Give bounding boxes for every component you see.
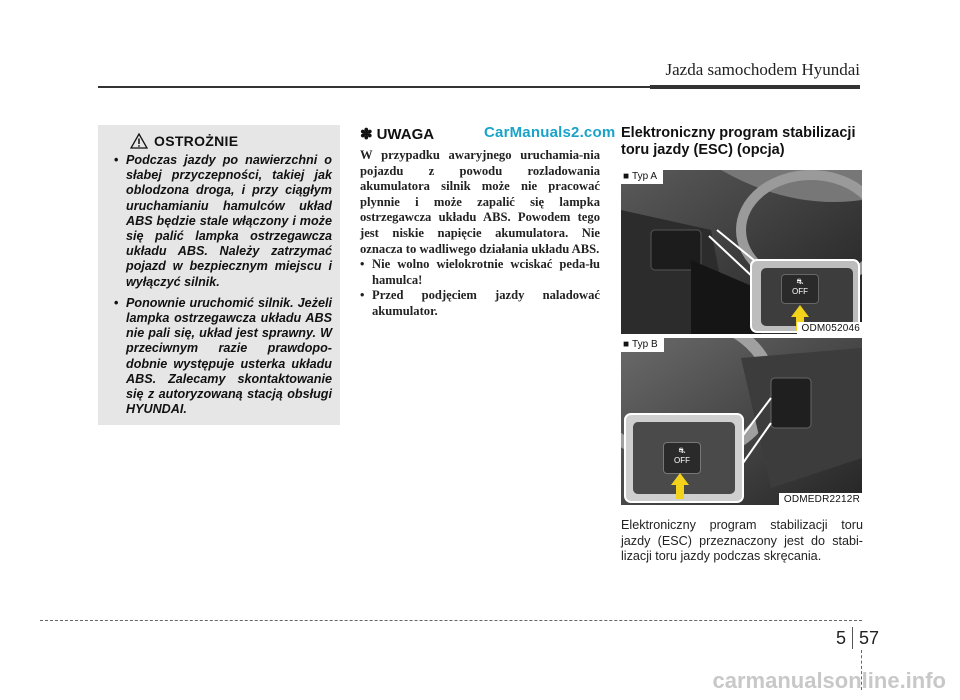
watermark-link[interactable]: CarManuals2.com [484, 124, 616, 141]
car-skid-icon: ⛐ [678, 446, 686, 455]
figure-a-label [621, 170, 663, 184]
caution-bullet: • Podczas jazdy po nawierzchni o słabej przyczepności, takiej jak oblodzona droga, i przy ciągłym uruchamianiu hamulców układ ABS będzie stale włączony i może się palić lampka ostrzegawcza układu ABS. Należy zatrzymać pojazd w bezpiecznym miejscu i wyłączyć silnik. [114, 153, 332, 290]
esc-off-button [781, 274, 819, 304]
figure-a-type: Typ A [632, 171, 658, 182]
caution-bullet: • Ponownie uruchomić silnik. Jeżeli lampka ostrzegawcza układu ABS nie pali się, układ jest sprawny. W przeciwnym razie prawdopo-dobnie występuje usterka układu ABS. Zalecamy skontaktowanie się z autoryzowaną stacją obsługi HYUNDAI. [114, 296, 332, 418]
footer-rule [40, 620, 862, 621]
yellow-arrow-icon [671, 473, 689, 485]
caution-box [98, 125, 340, 425]
page-number [836, 627, 879, 649]
figure-b-type: Typ B [632, 339, 658, 350]
dashboard-photo-a [621, 170, 862, 334]
car-skid-icon: ⛐ [796, 277, 804, 286]
caution-title: OSTROŻNIE [154, 133, 239, 149]
note-section [360, 125, 600, 320]
dashboard-photo-b [621, 338, 862, 505]
note-symbol-icon: ✽ [360, 126, 373, 143]
caution-header [114, 133, 332, 149]
note-bullet: • Nie wolno wielokrotnie wciskać peda-łu hamulca! [360, 257, 600, 288]
header-rule-accent [650, 85, 860, 89]
caution-body [114, 153, 332, 417]
running-header: Jazda samochodem Hyundai [665, 60, 860, 79]
note-paragraph: W przypadku awaryjnego uruchamia-nia pojazdu z powodu rozladowania akumulatora silnik może nie pracować plynnie i może zapalić się lampka ostrzegawcza układu ABS. Powodem tego jest niskie napięcie akumulatora. Nie oznacza to wadliwego działania układu ABS. [360, 148, 600, 256]
figure-esc-type-b [621, 338, 862, 505]
esc-off-button [663, 442, 701, 474]
warning-triangle-icon [130, 133, 148, 149]
chapter-number: 5 [836, 627, 847, 648]
note-body [360, 148, 600, 320]
page-separator [852, 627, 853, 649]
esc-off-label: OFF [674, 456, 690, 465]
footer-watermark-link[interactable]: carmanualsonline.info [712, 668, 946, 693]
figure-b-code: ODMEDR2212R [779, 493, 862, 505]
figure-b-label [621, 338, 664, 352]
esc-off-label: OFF [792, 287, 808, 296]
yellow-arrow-icon [791, 305, 809, 317]
note-title: UWAGA [376, 125, 435, 143]
note-bullet: • Przed podjęciem jazdy naladować akumulator. [360, 288, 600, 319]
square-bullet-icon: ■ [623, 171, 630, 182]
section-heading: Elektroniczny program stabilizacji toru jazdy (ESC) (opcja) [621, 125, 856, 158]
figure-a-code: ODM052046 [797, 322, 863, 334]
square-bullet-icon: ■ [623, 339, 630, 350]
yellow-arrow-stem [676, 485, 684, 499]
page-number-value: 57 [859, 627, 880, 648]
figure-esc-type-a [621, 170, 862, 334]
esc-description: Elektroniczny program stabilizacji toru jazdy (ESC) przeznaczony jest do stabi-lizacji toru jazdy podczas skręcania. [621, 518, 863, 563]
